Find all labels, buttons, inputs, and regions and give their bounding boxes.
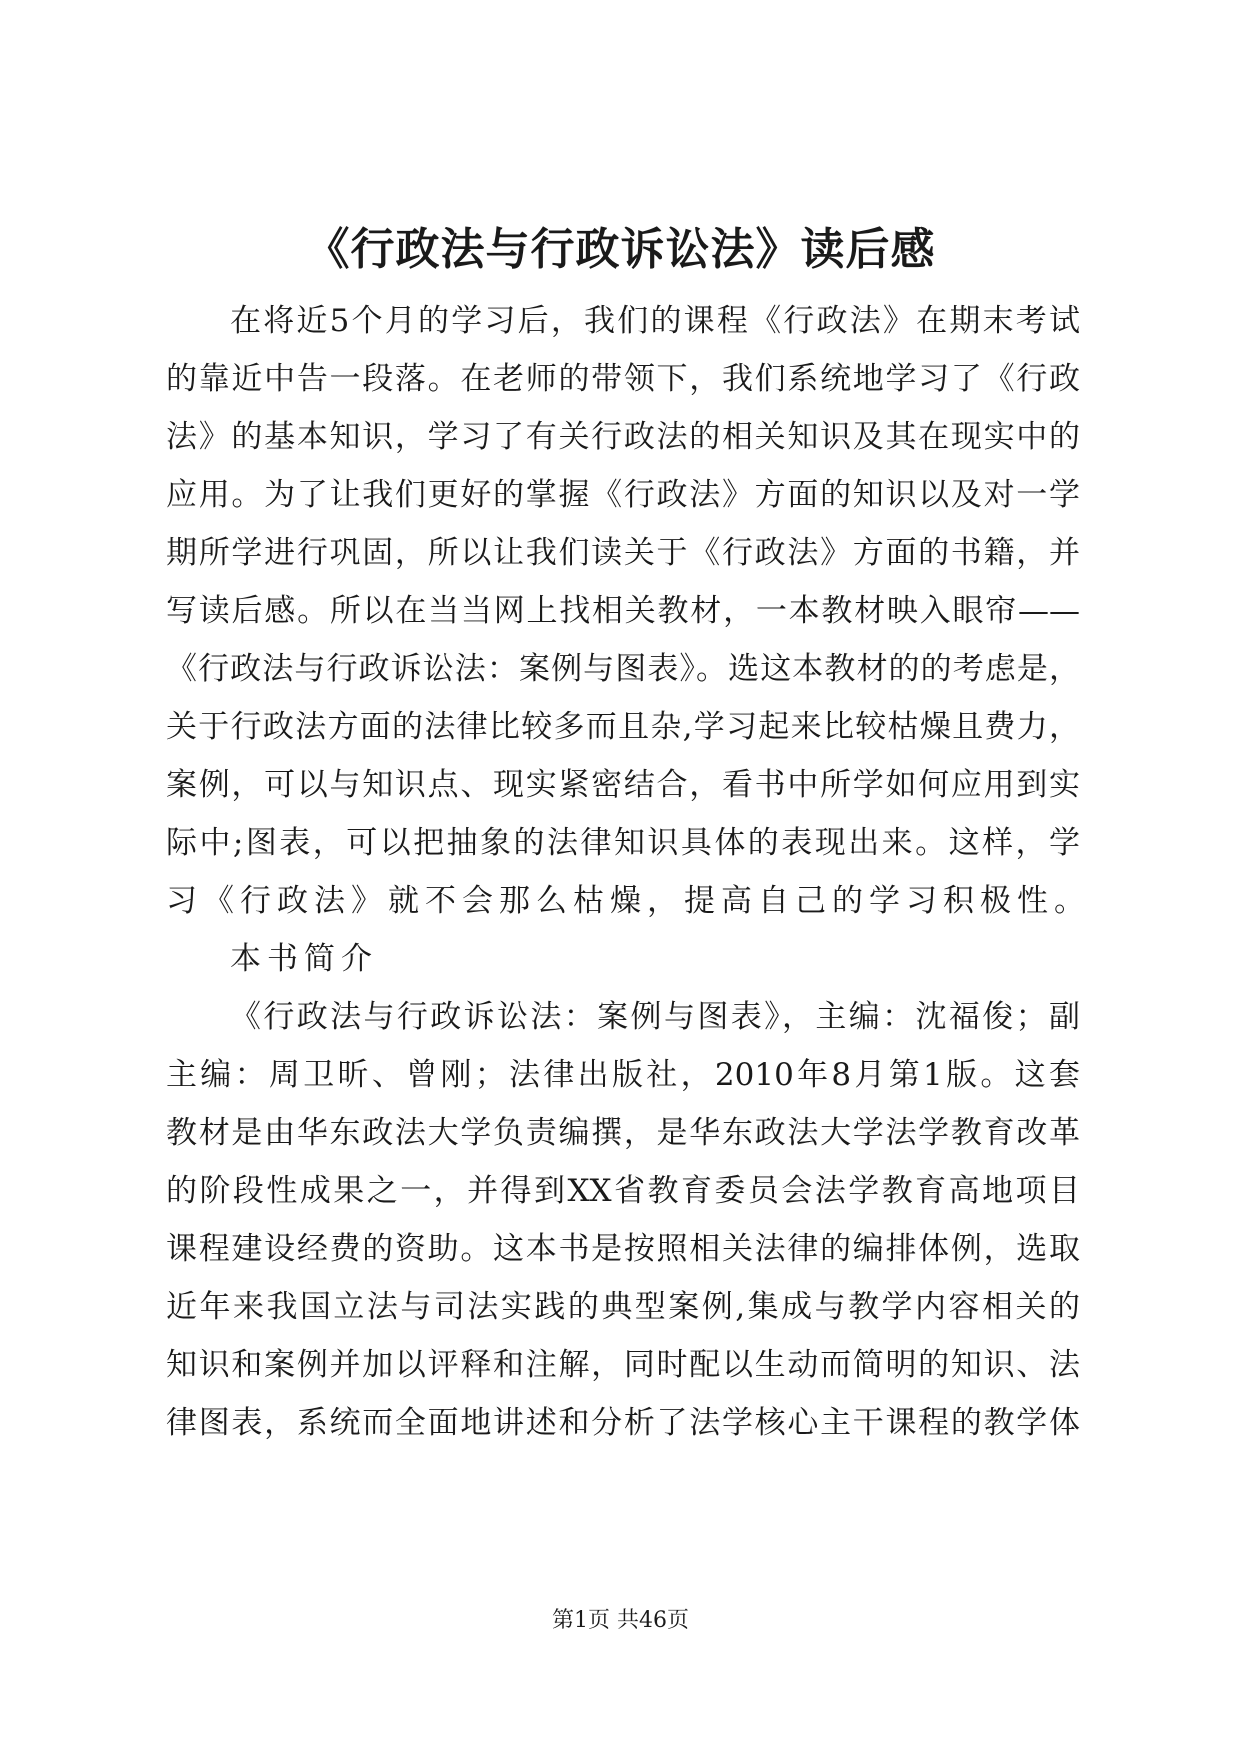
document-body: [166, 292, 1091, 1452]
text-line: 习《行政法》就不会那么枯燥，提高自己的学习积极性。: [166, 883, 1091, 919]
text-line: 《行政法与行政诉讼法：案例与图表》，主编：沈福俊；副: [230, 999, 1080, 1035]
section-heading: 本书简介: [230, 941, 378, 977]
text-line: 的阶段性成果之一，并得到XX省教育委员会法学教育高地项目: [166, 1173, 1080, 1209]
text-line: 《行政法与行政诉讼法：案例与图表》。选这本教材的的考虑是，: [166, 651, 1080, 687]
text-line: 写读后感。所以在当当网上找相关教材，一本教材映入眼帘——: [166, 593, 1080, 629]
text-line: 近年来我国立法与司法实践的典型案例,集成与教学内容相关的: [166, 1289, 1080, 1325]
text-line: 知识和案例并加以评释和注解，同时配以生动而简明的知识、法: [166, 1347, 1080, 1383]
text-line: 际中;图表，可以把抽象的法律知识具体的表现出来。这样，学: [166, 825, 1080, 861]
text-line: 律图表，系统而全面地讲述和分析了法学核心主干课程的教学体: [166, 1405, 1080, 1441]
text-line: 课程建设经费的资助。这本书是按照相关法律的编排体例，选取: [166, 1231, 1080, 1267]
text-line: 主编：周卫昕、曾刚；法律出版社，2010年8月第1版。这套: [166, 1057, 1080, 1093]
text-line: 应用。为了让我们更好的掌握《行政法》方面的知识以及对一学: [166, 477, 1080, 513]
text-line: 在将近5个月的学习后，我们的课程《行政法》在期末考试: [230, 303, 1080, 339]
text-line: 的靠近中告一段落。在老师的带领下，我们系统地学习了《行政: [166, 361, 1080, 397]
text-line: 关于行政法方面的法律比较多而且杂,学习起来比较枯燥且费力，: [166, 709, 1080, 745]
document-title: 《行政法与行政诉讼法》读后感: [305, 224, 936, 275]
text-line: 教材是由华东政法大学负责编撰，是华东政法大学法学教育改革: [166, 1115, 1080, 1151]
text-line: 案例，可以与知识点、现实紧密结合，看书中所学如何应用到实: [166, 767, 1080, 803]
text-line: 法》的基本知识，学习了有关行政法的相关知识及其在现实中的: [166, 419, 1080, 455]
page-footer: 第1页 共46页: [552, 1608, 689, 1633]
text-line: 期所学进行巩固，所以让我们读关于《行政法》方面的书籍，并: [166, 535, 1080, 571]
